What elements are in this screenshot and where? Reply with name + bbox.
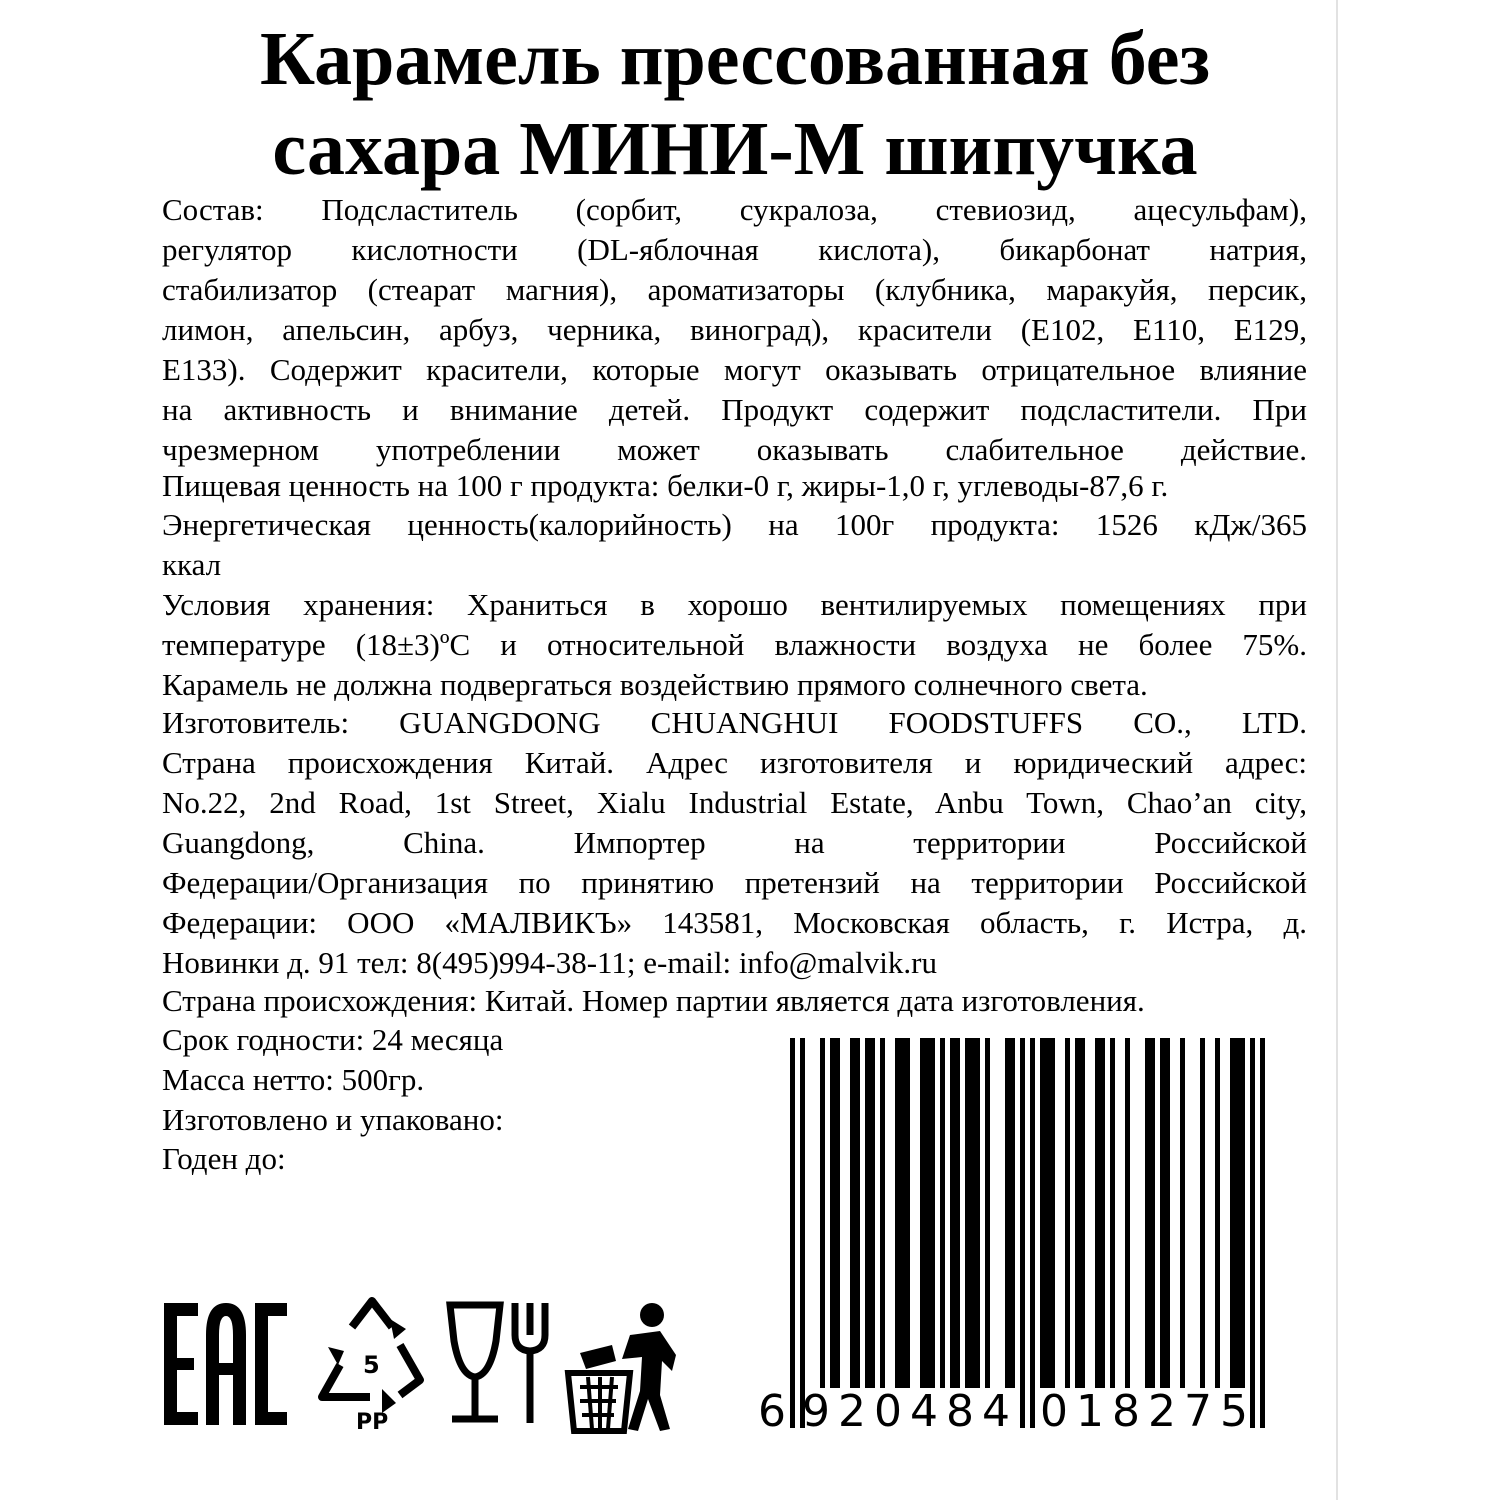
barcode-bar — [970, 1038, 975, 1388]
food-contact-icon — [450, 1303, 545, 1423]
barcode-bar — [1125, 1038, 1130, 1388]
barcode-bar — [925, 1038, 930, 1388]
barcode-bar — [955, 1038, 960, 1388]
recycle-code: 5 — [363, 1351, 380, 1379]
barcode-bar — [975, 1038, 980, 1388]
barcode-bar — [1145, 1038, 1150, 1388]
net-mass: Масса нетто: 500гр. — [162, 1062, 425, 1097]
shelf-life: Срок годности: 24 месяца — [162, 1022, 504, 1057]
barcode-bar — [1150, 1038, 1155, 1388]
barcode-bar — [950, 1038, 955, 1388]
composition-line: Состав: Подсластитель (сорбит, сукралоза, стевиозид, ацесульфам), — [162, 192, 1307, 227]
storage-conditions — [162, 585, 1307, 705]
barcode-bar — [940, 1038, 945, 1388]
barcode-bar — [900, 1038, 905, 1388]
barcode-bar — [1180, 1038, 1185, 1388]
barcode-bar — [1230, 1038, 1235, 1388]
ean13-barcode — [740, 1038, 1280, 1438]
barcode-bar — [835, 1038, 840, 1388]
barcode-bar — [1260, 1038, 1265, 1428]
barcode-bar — [1235, 1038, 1240, 1388]
barcode-bar — [1240, 1038, 1245, 1388]
barcode-bar — [1065, 1038, 1070, 1388]
barcode-bar — [1030, 1038, 1035, 1428]
barcode-bar — [1215, 1038, 1220, 1388]
best-before-label: Годен до: — [162, 1141, 286, 1176]
title-line-1: Карамель прессованная без — [260, 17, 1210, 101]
manufacturer-line: Новинки д. 91 тел: 8(495)994-38-11; e-mail: info@malvik.ru — [162, 945, 937, 980]
barcode-right-digits: 018275 — [1040, 1386, 1248, 1437]
recycle-pp-icon — [322, 1301, 420, 1435]
page-edge-line — [1336, 0, 1338, 1500]
barcode-bar — [850, 1038, 855, 1388]
barcode-bar — [1080, 1038, 1085, 1388]
barcode-left-digits: 920484 — [802, 1386, 1010, 1437]
recycle-material: PP — [356, 1410, 389, 1435]
barcode-bar — [1200, 1038, 1205, 1388]
barcode-bar — [1010, 1038, 1015, 1388]
barcode-bar — [800, 1038, 805, 1428]
title-line-2: сахара МИНИ-М шипучка — [272, 107, 1198, 191]
barcode-bar — [895, 1038, 900, 1388]
composition-block — [162, 190, 1307, 470]
barcode-bar — [855, 1038, 860, 1388]
storage-line: Карамель не должна подвергаться воздействию прямого солнечного света. — [162, 667, 1148, 702]
energy-line: Энергетическая ценность(калорийность) на 100г продукта: 1526 кДж/365 — [162, 507, 1307, 542]
barcode-bar — [1165, 1038, 1170, 1388]
barcode-bar — [1100, 1038, 1105, 1388]
barcode-bar — [930, 1038, 935, 1388]
barcode-bar — [870, 1038, 875, 1388]
barcode-bar — [1045, 1038, 1050, 1388]
eac-mark-icon — [164, 1303, 287, 1425]
composition-line: Е133). Содержит красители, которые могут оказывать отрицательное влияние — [162, 352, 1307, 387]
barcode-bar — [1110, 1038, 1115, 1388]
barcode-bar — [1040, 1038, 1045, 1388]
manufacturer-line: Guangdong, China. Импортер на территории Российской — [162, 825, 1307, 860]
barcode-bar — [830, 1038, 835, 1388]
barcode-bar — [1075, 1038, 1080, 1388]
barcode-bar — [1005, 1038, 1010, 1388]
barcode-bar — [790, 1038, 795, 1428]
barcode-bar — [985, 1038, 990, 1388]
manufacturer-line: Страна происхождения Китай. Адрес изготовителя и юридический адрес: — [162, 745, 1307, 780]
barcode-bar — [880, 1038, 885, 1388]
manufacture-date-label: Изготовлено и упаковано: — [162, 1102, 504, 1137]
composition-line: чрезмерном употреблении может оказывать слабительное действие. — [162, 432, 1307, 467]
manufacturer-line: Изготовитель: GUANGDONG CHUANGHUI FOODSTUFFS CO., LTD. — [162, 705, 1307, 740]
barcode-bar — [1095, 1038, 1100, 1388]
barcode-bar — [865, 1038, 870, 1388]
barcode-bar — [1160, 1038, 1165, 1388]
tidyman-icon — [568, 1303, 676, 1431]
barcode-bar — [920, 1038, 925, 1388]
storage-line: Условия хранения: Храниться в хорошо вентилируемых помещениях при — [162, 587, 1307, 622]
barcode-first-digit: 6 — [758, 1386, 786, 1437]
energy-value — [162, 505, 1307, 585]
packaging-icons — [160, 1295, 700, 1435]
barcode-bar — [1050, 1038, 1055, 1388]
composition-line: на активность и внимание детей. Продукт содержит подсластители. При — [162, 392, 1307, 427]
barcode-bar — [1250, 1038, 1255, 1428]
nutrition-value: Пищевая ценность на 100 г продукта: белки-0 г, жиры-1,0 г, углеводы-87,6 г. — [162, 468, 1169, 503]
barcode-bar — [965, 1038, 970, 1388]
energy-line: ккал — [162, 547, 222, 582]
barcode-bars — [790, 1038, 1265, 1428]
barcode-bar — [820, 1038, 825, 1388]
product-title — [150, 14, 1320, 194]
storage-line: температуре (18±3)ºС и относительной влажности воздуха не более 75%. — [162, 627, 1307, 662]
manufacturer-info — [162, 703, 1307, 983]
manufacturer-line: Федерации: ООО «МАЛВИКЪ» 143581, Московская область, г. Истра, д. — [162, 905, 1307, 940]
origin-info: Страна происхождения: Китай. Номер партии является дата изготовления. — [162, 983, 1145, 1018]
composition-line: лимон, апельсин, арбуз, черника, виноград), красители (Е102, Е110, Е129, — [162, 312, 1307, 347]
composition-line: стабилизатор (стеарат магния), ароматизаторы (клубника, маракуйя, персик, — [162, 272, 1307, 307]
manufacturer-line: No.22, 2nd Road, 1st Street, Xialu Industrial Estate, Anbu Town, Chao’an city, — [162, 785, 1307, 820]
barcode-bar — [905, 1038, 910, 1388]
manufacturer-line: Федерации/Организация по принятию претензий на территории Российской — [162, 865, 1307, 900]
barcode-bar — [1020, 1038, 1025, 1428]
composition-line: регулятор кислотности (DL-яблочная кислота), бикарбонат натрия, — [162, 232, 1307, 267]
